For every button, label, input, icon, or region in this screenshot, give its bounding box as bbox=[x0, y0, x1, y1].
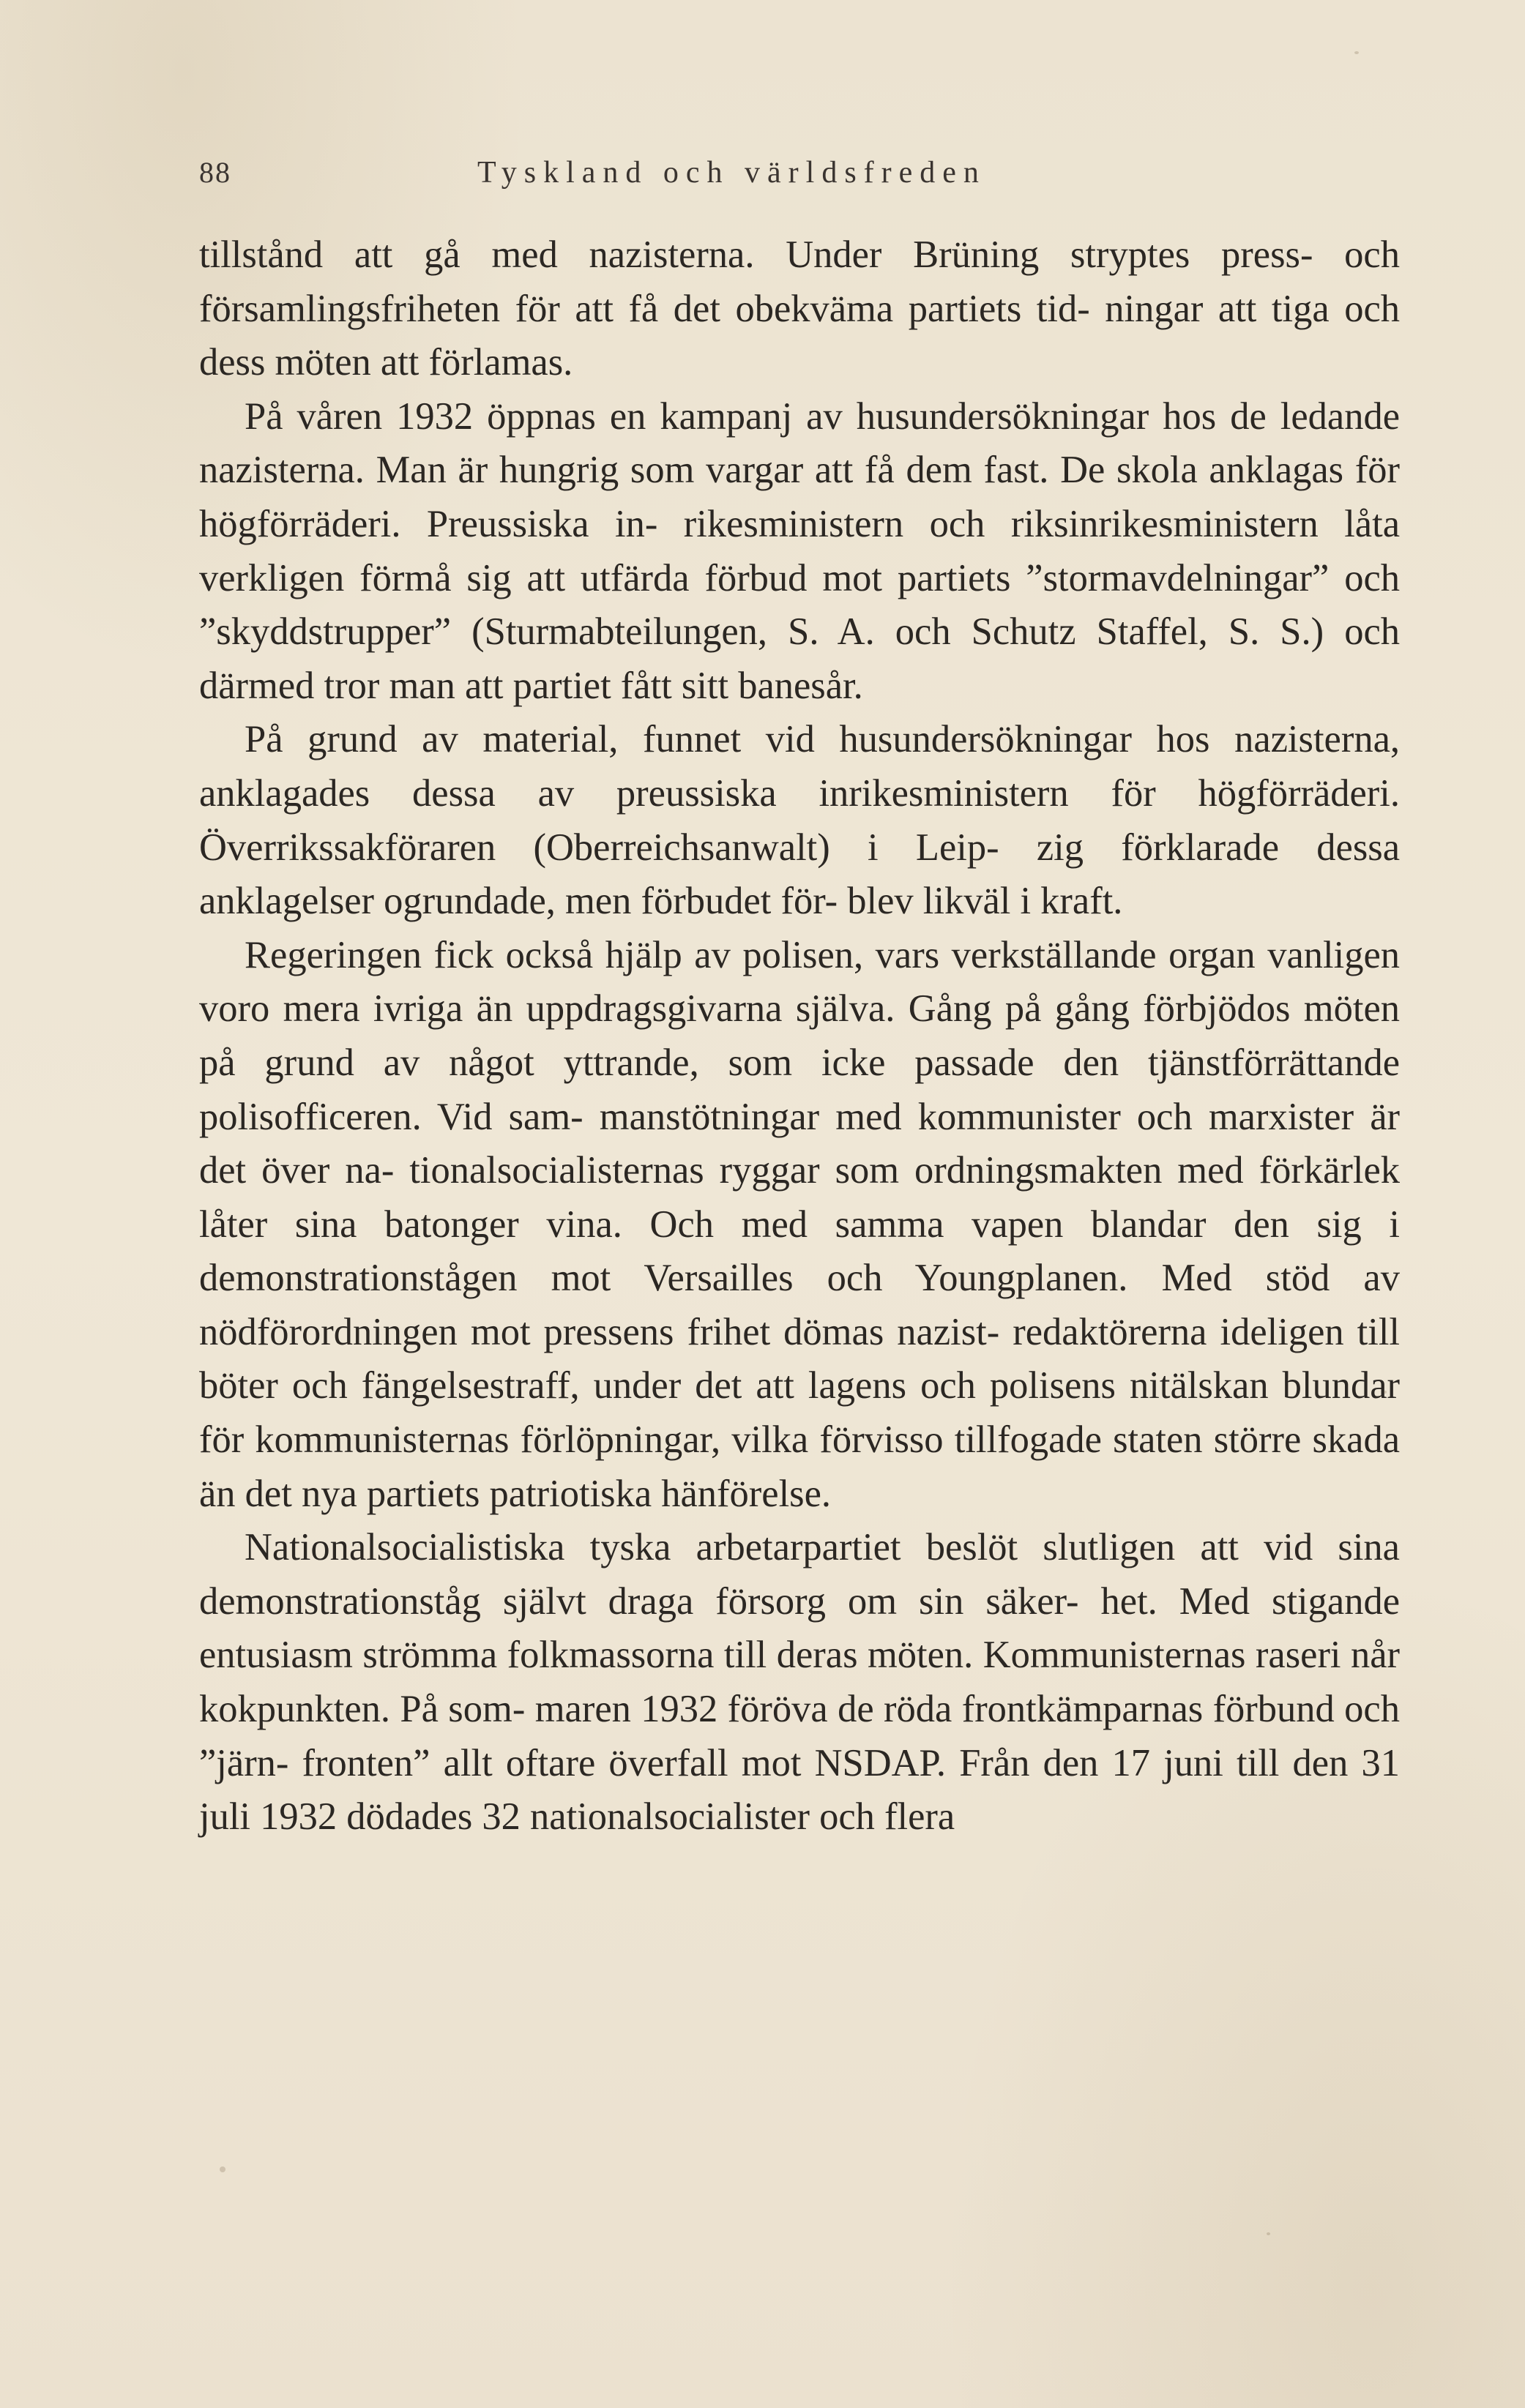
body-text bbox=[199, 228, 1400, 1844]
paragraph: tillstånd att gå med nazisterna. Under Brüning stryptes press- och församlingsfriheten för att få det obekväma partiets tid- ningar att tiga och dess möten att förlamas. bbox=[199, 233, 1400, 384]
paragraph: Regeringen fick också hjälp av polisen, vars verkställande organ vanligen voro mera ivriga än uppdragsgivarna själva. Gång på gång förbjödos möten på grund av något yttrande, som icke passade den tjänstförrättande polisofficeren. Vid sam- manstötningar med kommunister och marxister är det över na- tionalsocialisternas ryggar som ordningsmakten med förkärlek låter sina batonger vina. Och med samma vapen blandar den sig i demonstrationstågen mot Versailles och Youngplanen. Med stöd av nödförordningen mot pressens frihet dömas nazist- redaktörerna ideligen till böter och fängelsestraff, under det att lagens och polisens nitälskan blundar för kommunisternas förlöpningar, vilka förvisso tillfogade staten större skada än det nya partiets patriotiska hänförelse. bbox=[199, 933, 1400, 1515]
paragraph: På grund av material, funnet vid husundersökningar hos nazisterna, anklagades dessa av preussiska inrikesministern för högförräderi. Överrikssakföraren (Oberreichsanwalt) i Leip- zig förklarade dessa anklagelser ogrundade, men förbudet för- blev likväl i kraft. bbox=[199, 718, 1400, 923]
paragraph: Nationalsocialistiska tyska arbetarpartiet beslöt slutligen att vid sina demonstrationståg självt draga försorg om sin säker- het. Med stigande entusiasm strömma folkmassorna till deras möten. Kommunisternas raseri når kokpunkten. På som- maren 1932 föröva de röda frontkämparnas förbund och ”järn- fronten” allt oftare överfall mot NSDAP. Från den 17 juni till den 31 juli 1932 dödades 32 nationalsocialister och flera bbox=[199, 1526, 1400, 1839]
paper-speck bbox=[1354, 51, 1359, 54]
page-number: 88 bbox=[199, 156, 231, 189]
paragraph: På våren 1932 öppnas en kampanj av husundersökningar hos de ledande nazisterna. Man är hungrig som vargar att få dem fast. De skola anklagas för högförräderi. Preussiska in- rikesministern och riksinrikesministern låta verkligen förmå sig att utfärda förbud mot partiets ”stormavdelningar” och ”skyddstrupper” (Sturmabteilungen, S. A. och Schutz Staffel, S. S.) och därmed tror man att partiet fått sitt banesår. bbox=[199, 395, 1400, 707]
running-head bbox=[199, 155, 1409, 199]
paper-speck bbox=[220, 2166, 225, 2172]
paper-speck bbox=[1384, 1391, 1387, 1394]
paper-speck bbox=[1267, 2232, 1270, 2235]
running-title: Tyskland och världsfreden bbox=[477, 156, 986, 190]
